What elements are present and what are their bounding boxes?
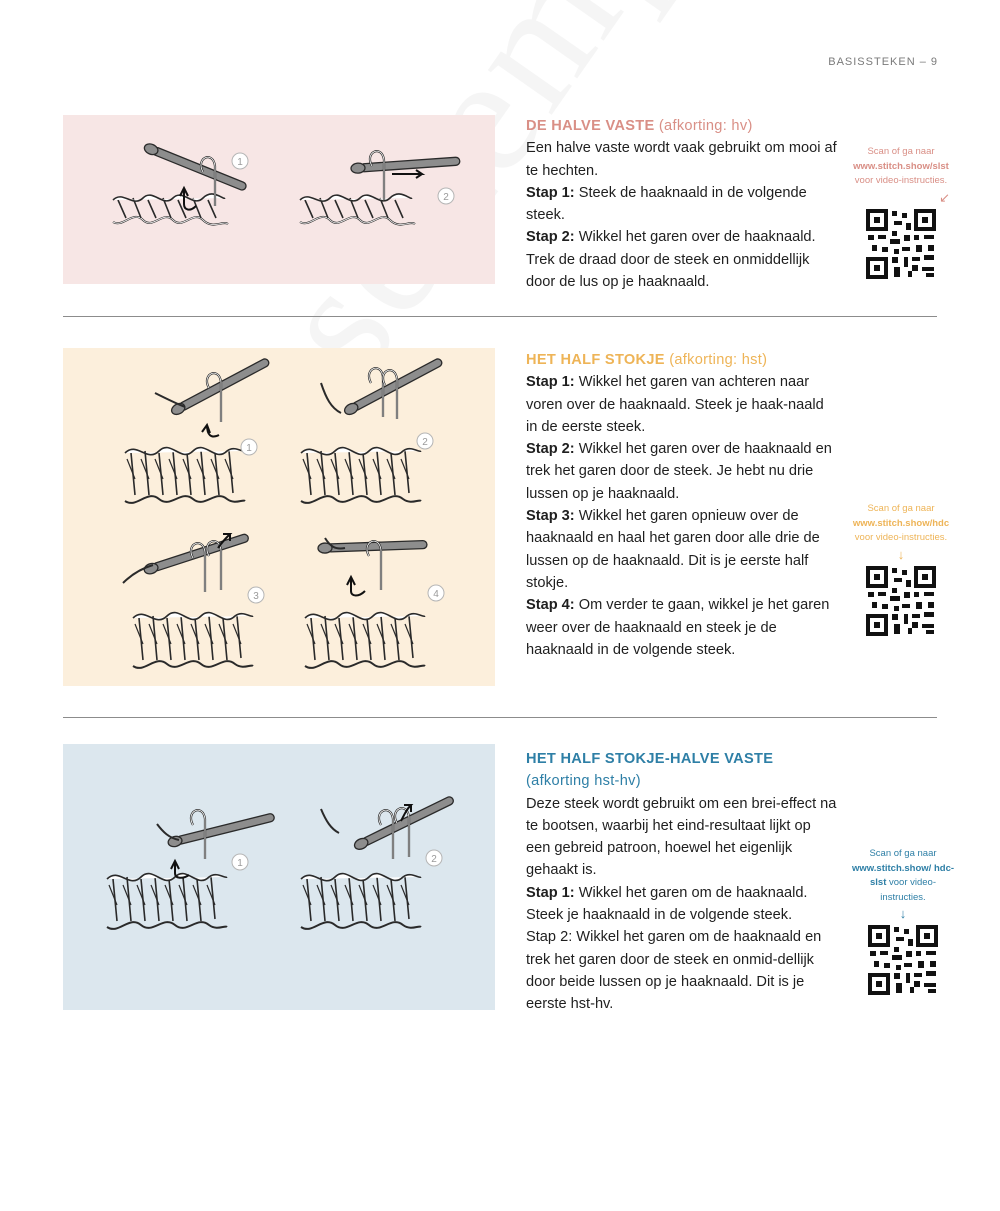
figure-number-3 bbox=[248, 587, 264, 603]
step-2 bbox=[526, 226, 838, 293]
section-intro: Een halve vaste wordt vaak gebruikt om mooi af te hechten. bbox=[526, 140, 837, 179]
section-abbreviation: (afkorting hst-hv) bbox=[526, 773, 641, 790]
section-title-text: DE HALVE VASTE bbox=[526, 118, 655, 134]
qr-instructions-text: voor video-instructies. bbox=[854, 175, 948, 186]
qr-callout-halve-vaste bbox=[846, 145, 956, 279]
step-2 bbox=[526, 438, 838, 505]
half-stokje-step-3-figure bbox=[123, 532, 253, 668]
section-half-stokje bbox=[526, 349, 838, 661]
figure-number-2 bbox=[426, 850, 442, 866]
section-title-text: HET HALF STOKJE-HALVE VASTE bbox=[526, 751, 774, 767]
section-halve-vaste bbox=[526, 115, 838, 293]
stitch-row bbox=[301, 448, 421, 503]
figure-number-1 bbox=[232, 153, 248, 169]
section-divider bbox=[63, 316, 937, 317]
step-text: Om verder te gaan, wikkel je het garen weer over de haaknaald en steek je de haaknaald in de volgende steek. bbox=[526, 597, 830, 658]
crochet-hook-icon bbox=[353, 795, 455, 852]
qr-code-icon[interactable] bbox=[868, 925, 938, 995]
step-label: Stap 1: bbox=[526, 374, 575, 391]
svg-text:2: 2 bbox=[443, 192, 449, 203]
step-text: Wikkel het garen van achteren naar voren over de haaknaald. Steek je haak-naald in de eerste steek. bbox=[526, 374, 824, 435]
halve-vaste-illustration bbox=[63, 115, 495, 284]
step-label: Stap 1: bbox=[526, 884, 575, 901]
step-3 bbox=[526, 505, 838, 594]
crochet-hook-icon bbox=[143, 532, 250, 575]
svg-text:1: 1 bbox=[246, 443, 252, 454]
step-label: Stap 4: bbox=[526, 597, 575, 614]
svg-text:1: 1 bbox=[237, 157, 243, 168]
section-half-stokje-halve-vaste bbox=[526, 748, 838, 1016]
step-text: Wikkel het garen over de haaknaald. Trek de draad door de steek en onmiddellijk door de lus op je haaknaald. bbox=[526, 229, 816, 291]
step-text: Wikkel het garen over de haaknaald en trek het garen door de steek. Je hebt nu drie lussen op je haaknaald. bbox=[526, 441, 832, 502]
crochet-hook-icon bbox=[167, 812, 275, 848]
stitch-row bbox=[300, 194, 415, 225]
yarn-loop bbox=[395, 808, 409, 857]
direction-arrow-icon bbox=[392, 170, 422, 178]
half-stokje-step-2-figure bbox=[301, 357, 444, 503]
illustration-panel-half-stokje bbox=[63, 348, 495, 686]
half-stokje-step-1-figure bbox=[125, 357, 271, 503]
section-abbreviation: (afkorting: hst) bbox=[669, 352, 768, 368]
yarn-strand bbox=[321, 383, 341, 413]
qr-instructions-text: voor video-instructies. bbox=[854, 532, 948, 543]
half-stokje-illustration bbox=[63, 348, 495, 686]
step-text: Wikkel het garen om de haaknaald. Steek je haaknaald in de volgende steek. bbox=[526, 884, 808, 924]
halve-vaste-step-1-figure bbox=[113, 142, 248, 225]
arrow-down-left-icon: ↙ bbox=[939, 189, 950, 205]
step-text: Wikkel het garen opnieuw over de haaknaald en haal het garen door alle drie de lussen op de haaknaald. Dit is je eerste half stokje. bbox=[526, 508, 820, 591]
arrow-down-icon: ↓ bbox=[897, 546, 905, 562]
figure-number-1 bbox=[232, 854, 248, 870]
figure-number-2 bbox=[438, 188, 454, 204]
section-title bbox=[526, 349, 838, 371]
illustration-panel-half-stokje-halve-vaste bbox=[63, 744, 495, 1010]
stitch-row bbox=[113, 194, 228, 225]
step-label: Stap 2: bbox=[526, 229, 575, 246]
step-4 bbox=[526, 594, 838, 661]
video-link[interactable]: www.stitch.show/ hdc-slst bbox=[851, 862, 955, 888]
step-1 bbox=[526, 371, 838, 438]
yarn-strand bbox=[155, 393, 185, 407]
step-label: Stap 3: bbox=[526, 508, 575, 525]
half-stokje-step-4-figure bbox=[305, 538, 427, 668]
stitch-row bbox=[301, 874, 421, 929]
step-2 bbox=[526, 926, 838, 1015]
yarn-loop bbox=[370, 151, 384, 200]
section-abbreviation: (afkorting: hv) bbox=[658, 118, 753, 134]
qr-code-icon[interactable] bbox=[866, 566, 936, 636]
svg-text:2: 2 bbox=[431, 854, 437, 865]
crochet-hook-icon bbox=[343, 357, 444, 417]
half-stokje-halve-vaste-illustration bbox=[63, 744, 495, 1010]
svg-text:1: 1 bbox=[237, 858, 243, 869]
step-label: Stap 2: bbox=[526, 441, 575, 458]
illustration-panel-halve-vaste bbox=[63, 115, 495, 284]
section-intro: Deze steek wordt gebruikt om een brei-effect na te bootsen, waarbij het eind-resultaat lijkt op een gebreid patroon, hoewel het eigenlijk gehaakt is. bbox=[526, 795, 837, 879]
qr-callout-half-stokje bbox=[846, 502, 956, 636]
qr-code-icon[interactable] bbox=[866, 209, 936, 279]
direction-arrow-icon bbox=[202, 425, 219, 437]
hst-hv-step-1-figure bbox=[107, 810, 275, 929]
section-title-text: HET HALF STOKJE bbox=[526, 352, 665, 368]
svg-text:3: 3 bbox=[253, 591, 259, 602]
stitch-row bbox=[305, 613, 425, 668]
figure-number-4 bbox=[428, 585, 444, 601]
figure-number-2 bbox=[417, 433, 433, 449]
section-divider bbox=[63, 717, 937, 718]
crochet-hook-icon bbox=[351, 156, 460, 174]
qr-callout-half-stokje-halve-vaste bbox=[848, 847, 958, 995]
section-title bbox=[526, 748, 838, 793]
video-link[interactable]: www.stitch.show/slst bbox=[853, 160, 949, 172]
step-text: Steek de haaknaald in de volgende steek. bbox=[526, 184, 807, 224]
figure-number-1 bbox=[241, 439, 257, 455]
step-label: Stap 1: bbox=[526, 184, 575, 201]
stitch-row bbox=[107, 874, 227, 929]
direction-arrow-icon bbox=[347, 577, 365, 596]
step-text: Stap 2: Wikkel het garen om de haaknaald en trek het garen door de steek en onmid-dellijk door beide lussen op je haaknaald. Dit is je eerste hst-hv. bbox=[526, 929, 822, 1013]
crochet-hook-icon bbox=[143, 142, 248, 192]
step-1 bbox=[526, 182, 838, 227]
arrow-down-icon: ↓ bbox=[899, 906, 907, 921]
video-link[interactable]: www.stitch.show/hdc bbox=[852, 517, 950, 529]
running-head: BASISSTEKEN – 9 bbox=[828, 56, 938, 68]
qr-scan-text: Scan of ga naar bbox=[867, 503, 935, 514]
halve-vaste-step-2-figure bbox=[300, 151, 460, 224]
svg-text:2: 2 bbox=[422, 437, 428, 448]
qr-instructions-text: voor video-instructies. bbox=[880, 877, 936, 903]
qr-scan-text: Scan of ga naar bbox=[867, 146, 935, 157]
section-title bbox=[526, 115, 838, 137]
stitch-row bbox=[125, 448, 245, 503]
yarn-strand bbox=[321, 809, 339, 833]
stitch-row bbox=[133, 613, 253, 668]
qr-scan-text: Scan of ga naar bbox=[869, 848, 937, 859]
step-1 bbox=[526, 882, 838, 927]
svg-text:4: 4 bbox=[433, 589, 439, 600]
